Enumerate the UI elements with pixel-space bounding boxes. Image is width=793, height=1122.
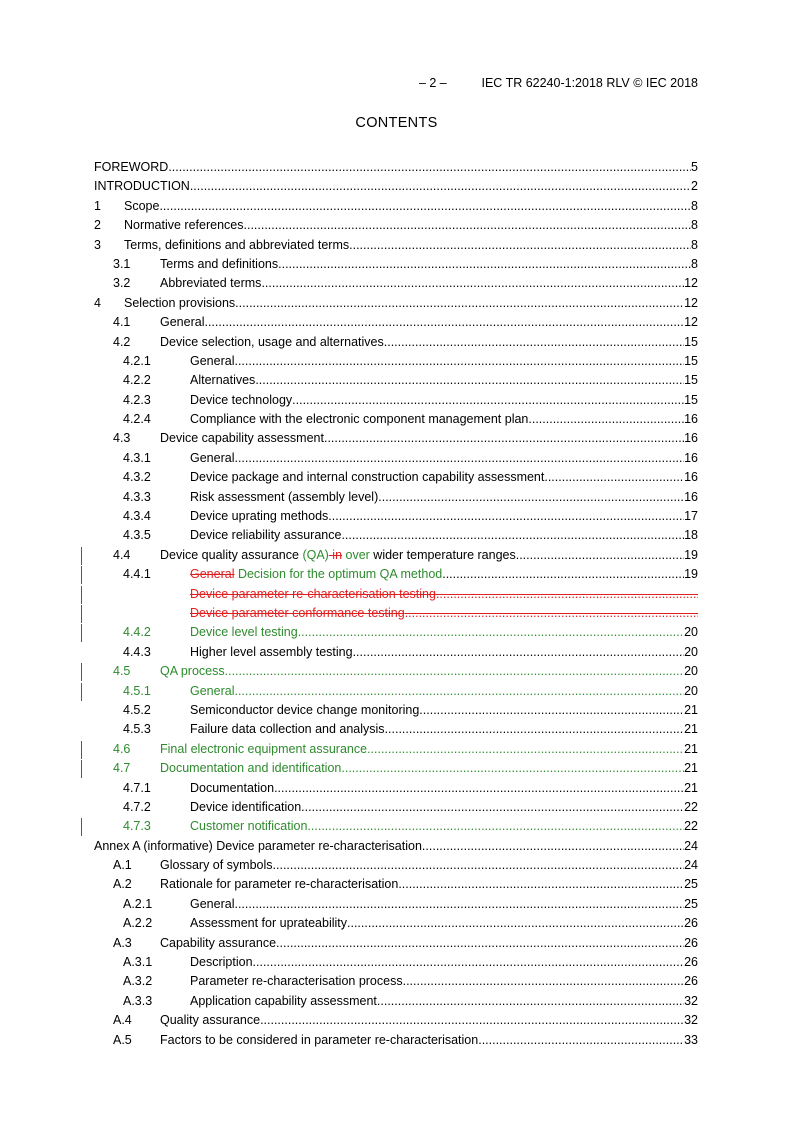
toc-entry-number: 4.5.1 [123, 683, 151, 698]
dot-leader [442, 565, 684, 584]
toc-entry-number: 4.3 [113, 431, 131, 446]
dot-leader [544, 468, 684, 487]
toc-entry-number: 3.2 [113, 276, 131, 291]
toc-entry-number: 4 [94, 295, 101, 310]
toc-entry[interactable] [94, 662, 698, 681]
toc-entry-title: Annex A (informative) Device parameter re-characterisation [94, 838, 422, 853]
toc-entry[interactable] [94, 449, 698, 468]
toc-entry-page: 20 [684, 683, 698, 698]
dot-leader [244, 216, 692, 235]
toc-entry-title: Capability assurance [160, 935, 277, 950]
toc-entry[interactable] [94, 1031, 698, 1050]
dot-leader [292, 391, 684, 410]
toc-entry-title: Device reliability assurance [190, 528, 342, 543]
toc-entry-number: 4.6 [113, 741, 131, 756]
dot-leader [253, 953, 685, 972]
page-number: – 2 – [418, 76, 447, 90]
toc-entry-page: 26 [684, 955, 698, 970]
toc-entry-title: Compliance with the electronic component management plan [190, 412, 529, 427]
toc-entry[interactable] [94, 177, 698, 196]
toc-entry[interactable] [94, 1011, 698, 1030]
document-reference: IEC TR 62240-1:2018 RLV © IEC 2018 [481, 76, 698, 90]
toc-entry-page: 20 [684, 664, 698, 679]
toc-entry-number: 4.4.3 [123, 644, 151, 659]
toc-entry-title: Failure data collection and analysis [190, 722, 385, 737]
toc-entry-number: 3.1 [113, 256, 131, 271]
toc-entry-page: 18 [684, 528, 698, 543]
toc-entry-number: 4.5.2 [123, 702, 151, 717]
dot-leader [403, 972, 685, 991]
toc-entry-page: 15 [684, 373, 698, 388]
toc-entry-title: General [190, 353, 235, 368]
toc-entry-title: QA process [160, 664, 225, 679]
dot-leader [328, 507, 684, 526]
toc-entry-title: Documentation [190, 780, 275, 795]
toc-entry-title: Device capability assessment [160, 431, 324, 446]
toc-entry-page: 25 [684, 896, 698, 911]
toc-entry-page: 16 [684, 431, 698, 446]
toc-entry[interactable] [94, 410, 698, 429]
toc-entry-page: 33 [684, 1032, 698, 1047]
toc-entry-page: 15 [684, 334, 698, 349]
toc-entry-title: Device technology [190, 392, 293, 407]
change-bar [81, 663, 82, 681]
toc-title-fragment: Decision for the optimum QA method [234, 567, 443, 582]
toc-entry-title: Semiconductor device change monitoring [190, 702, 420, 717]
change-bar [81, 547, 82, 565]
toc-entry-number: 4.7.2 [123, 799, 151, 814]
toc-entry[interactable] [94, 856, 698, 875]
toc-entry-page: 32 [684, 993, 698, 1008]
toc-entry-page: 8 [691, 237, 698, 252]
toc-entry[interactable] [94, 701, 698, 720]
toc-entry-title: Device package and internal construction capability assessment [190, 470, 545, 485]
toc-entry-title: Normative references [124, 218, 244, 233]
toc-entry-page: 12 [684, 315, 698, 330]
page-title: CONTENTS [355, 115, 438, 131]
toc-entry[interactable] [94, 972, 698, 991]
toc-entry[interactable] [94, 546, 698, 565]
dot-leader [516, 546, 684, 565]
toc-entry-title: Abbreviated terms [160, 276, 262, 291]
toc-title-fragment: wider temperature ranges [369, 547, 516, 562]
toc-entry-page: 8 [691, 198, 698, 213]
toc-entry-page: 16 [684, 470, 698, 485]
toc-entry-number: 4.5.3 [123, 722, 151, 737]
toc-entry[interactable] [94, 740, 698, 759]
change-bar [81, 818, 82, 836]
toc-entry-page: 8 [691, 218, 698, 233]
toc-title-fragment: Device quality assurance [160, 547, 303, 562]
toc-entry-number: 2 [94, 218, 101, 233]
toc-entry-title: Device identification [190, 799, 302, 814]
toc-entry-page: 16 [684, 412, 698, 427]
toc-entry-title: Device uprating methods [190, 509, 329, 524]
toc-entry-number: 4.5 [113, 664, 131, 679]
table-of-contents [94, 158, 698, 1050]
toc-entry[interactable] [94, 643, 698, 662]
change-bar [81, 566, 82, 584]
toc-entry-page: 15 [684, 392, 698, 407]
dot-leader [301, 798, 684, 817]
toc-title-fragment: General [190, 567, 235, 582]
dot-leader [341, 759, 684, 778]
toc-entry-number: A.2.2 [123, 916, 153, 931]
toc-entry-number: A.2.1 [123, 896, 153, 911]
toc-entry-page: 21 [684, 722, 698, 737]
toc-entry-page: 16 [684, 489, 698, 504]
toc-entry-title: Alternatives [190, 373, 256, 388]
toc-entry[interactable] [94, 313, 698, 332]
change-bar [81, 741, 82, 759]
toc-entry[interactable] [94, 914, 698, 933]
toc-entry[interactable] [94, 333, 698, 352]
toc-entry-title: General [190, 450, 235, 465]
toc-entry-number: 4.2.3 [123, 392, 151, 407]
toc-entry-title: Scope [124, 198, 160, 213]
toc-entry-number: A.4 [113, 1013, 132, 1028]
toc-entry-title: Application capability assessment [190, 993, 377, 1008]
toc-entry-page: 21 [684, 702, 698, 717]
toc-title-fragment: in [328, 547, 343, 562]
toc-entry-page: 20 [684, 644, 698, 659]
toc-entry-title: Higher level assembly testing [190, 644, 353, 659]
toc-entry-number: 4.7.1 [123, 780, 151, 795]
toc-entry-title: Device parameter conformance testing [190, 605, 405, 620]
toc-entry-title: Rationale for parameter re-characterisation [160, 877, 399, 892]
dot-leader [367, 740, 684, 759]
toc-entry[interactable] [94, 779, 698, 798]
toc-entry-title: Customer notification [190, 819, 308, 834]
toc-entry-title: Final electronic equipment assurance [160, 741, 368, 756]
toc-entry-title: Quality assurance [160, 1013, 261, 1028]
toc-entry[interactable] [94, 255, 698, 274]
toc-entry[interactable] [94, 236, 698, 255]
change-bar [81, 624, 82, 642]
toc-entry-title: General [190, 896, 235, 911]
toc-entry-title: INTRODUCTION [94, 179, 190, 194]
dot-leader [278, 255, 691, 274]
toc-entry-title: Glossary of symbols [160, 858, 273, 873]
toc-entry[interactable] [94, 197, 698, 216]
toc-entry-title: General [160, 315, 205, 330]
dot-leader [377, 992, 684, 1011]
toc-entry-page: 26 [684, 974, 698, 989]
toc-entry-number: 4.1 [113, 315, 131, 330]
toc-entry[interactable] [94, 585, 698, 604]
dot-leader [273, 856, 685, 875]
dot-leader [168, 158, 691, 177]
toc-entry-title: Parameter re-characterisation process [190, 974, 403, 989]
toc-entry[interactable] [94, 565, 698, 584]
toc-entry-number: 4.2.2 [123, 373, 151, 388]
toc-entry-number: 4.4 [113, 547, 131, 562]
toc-entry[interactable] [94, 623, 698, 642]
toc-entry-number: A.3.2 [123, 974, 153, 989]
toc-entry-page: 21 [684, 741, 698, 756]
dot-leader [298, 623, 684, 642]
toc-entry[interactable] [94, 294, 698, 313]
toc-entry-number: A.3.3 [123, 993, 153, 1008]
dot-leader [204, 313, 684, 332]
toc-entry[interactable] [94, 526, 698, 545]
toc-entry[interactable] [94, 875, 698, 894]
toc-entry[interactable] [94, 352, 698, 371]
toc-entry-page: 12 [684, 276, 698, 291]
toc-entry[interactable] [94, 429, 698, 448]
toc-entry[interactable] [94, 216, 698, 235]
toc-entry-title: Terms and definitions [160, 256, 279, 271]
dot-leader [274, 779, 684, 798]
toc-entry-page: 5 [691, 160, 698, 174]
toc-entry[interactable] [94, 507, 698, 526]
dot-leader [384, 333, 684, 352]
toc-entry-page: 24 [684, 858, 698, 873]
toc-entry-title [190, 565, 442, 584]
toc-entry-title: Selection provisions [124, 295, 236, 310]
toc-entry[interactable] [94, 720, 698, 739]
toc-entry-page: 22 [684, 799, 698, 814]
dot-leader [261, 274, 684, 293]
toc-entry-title: Assessment for uprateability [190, 916, 348, 931]
dot-leader [341, 526, 684, 545]
toc-entry-number: 4.3.1 [123, 450, 151, 465]
toc-entry-page: 21 [684, 780, 698, 795]
toc-entry-page: 25 [684, 877, 698, 892]
toc-entry-number: 4.7 [113, 761, 131, 776]
toc-entry-title: Terms, definitions and abbreviated terms [124, 237, 350, 252]
toc-entry[interactable] [94, 391, 698, 410]
dot-leader [422, 837, 684, 856]
toc-entry-number: 4.4.2 [123, 625, 151, 640]
dot-leader [234, 449, 684, 468]
dot-leader [234, 352, 684, 371]
toc-entry-title: Documentation and identification [160, 761, 342, 776]
toc-entry-number: A.3.1 [123, 955, 153, 970]
change-bar [81, 683, 82, 701]
toc-entry-title: Risk assessment (assembly level) [190, 489, 379, 504]
toc-entry-number: 4.2 [113, 334, 131, 349]
dot-leader [159, 197, 691, 216]
toc-entry-title: Factors to be considered in parameter re-characterisation [160, 1032, 479, 1047]
toc-entry-number: 4.4.1 [123, 567, 151, 582]
toc-entry[interactable] [94, 468, 698, 487]
dot-leader [324, 429, 684, 448]
dot-leader [353, 643, 685, 662]
dot-leader [478, 1031, 684, 1050]
toc-entry[interactable] [94, 992, 698, 1011]
toc-entry-title [160, 546, 516, 565]
toc-entry-page: 15 [684, 353, 698, 368]
toc-entry-page: 32 [684, 1013, 698, 1028]
toc-entry-number: 4.2.1 [123, 353, 151, 368]
toc-entry[interactable] [94, 274, 698, 293]
toc-entry-number: A.2 [113, 877, 132, 892]
toc-entry-title: Description [190, 955, 253, 970]
toc-entry[interactable] [94, 682, 698, 701]
toc-entry-page: 19 [684, 567, 698, 582]
toc-entry[interactable] [94, 158, 698, 177]
toc-entry-number: A.3 [113, 935, 132, 950]
toc-entry[interactable] [94, 759, 698, 778]
dot-leader [190, 177, 691, 196]
dot-leader [235, 294, 684, 313]
page-header [0, 76, 698, 90]
toc-entry-number: A.5 [113, 1032, 132, 1047]
toc-entry[interactable] [94, 837, 698, 856]
toc-entry-number: 4.3.4 [123, 509, 151, 524]
toc-entry-page: 20 [684, 625, 698, 640]
toc-entry[interactable] [94, 934, 698, 953]
toc-entry-number: 4.3.5 [123, 528, 151, 543]
dot-leader [398, 875, 684, 894]
dot-leader [234, 682, 684, 701]
toc-entry[interactable] [94, 488, 698, 507]
toc-entry-page: 17 [684, 509, 698, 524]
toc-entry-number: 4.3.2 [123, 470, 151, 485]
toc-entry-page: 2 [691, 179, 698, 194]
toc-entry-page: 12 [684, 295, 698, 310]
toc-entry-title: Device selection, usage and alternatives [160, 334, 384, 349]
toc-entry[interactable] [94, 371, 698, 390]
dot-leader [349, 236, 691, 255]
toc-entry[interactable] [94, 798, 698, 817]
toc-entry-number: 1 [94, 198, 101, 213]
toc-entry-number: 4.7.3 [123, 819, 151, 834]
dot-leader [255, 371, 684, 390]
toc-entry-number: 4.2.4 [123, 412, 151, 427]
toc-entry-page: 26 [684, 935, 698, 950]
toc-entry-title: General [190, 683, 235, 698]
dot-leader [405, 604, 698, 623]
toc-entry-number: 3 [94, 237, 101, 252]
dot-leader [347, 914, 684, 933]
toc-entry-title: FOREWORD [94, 160, 169, 174]
toc-entry-page: 24 [684, 838, 698, 853]
toc-entry-page: 16 [684, 450, 698, 465]
toc-title-fragment: over [342, 547, 370, 562]
dot-leader [225, 662, 684, 681]
toc-entry-page: 26 [684, 916, 698, 931]
toc-entry-title: Device level testing [190, 625, 298, 640]
dot-leader [378, 488, 684, 507]
toc-entry-page: 8 [691, 256, 698, 271]
toc-entry-number: A.1 [113, 858, 132, 873]
toc-entry-page: 19 [684, 547, 698, 562]
toc-entry-number: 4.3.3 [123, 489, 151, 504]
dot-leader [276, 934, 684, 953]
dot-leader [385, 720, 685, 739]
toc-entry-title: Device parameter re-characterisation testing [190, 586, 436, 601]
dot-leader [419, 701, 684, 720]
toc-entry-page: 22 [684, 819, 698, 834]
toc-entry[interactable] [94, 895, 698, 914]
dot-leader [436, 585, 698, 604]
toc-entry-page: 21 [684, 761, 698, 776]
toc-entry[interactable] [94, 817, 698, 836]
dot-leader [528, 410, 684, 429]
change-bar [81, 586, 82, 604]
dot-leader [307, 817, 684, 836]
toc-title-fragment: (QA) [302, 547, 329, 562]
dot-leader [234, 895, 684, 914]
dot-leader [260, 1011, 684, 1030]
toc-entry[interactable] [94, 953, 698, 972]
toc-entry[interactable] [94, 604, 698, 623]
change-bar [81, 605, 82, 623]
change-bar [81, 760, 82, 778]
